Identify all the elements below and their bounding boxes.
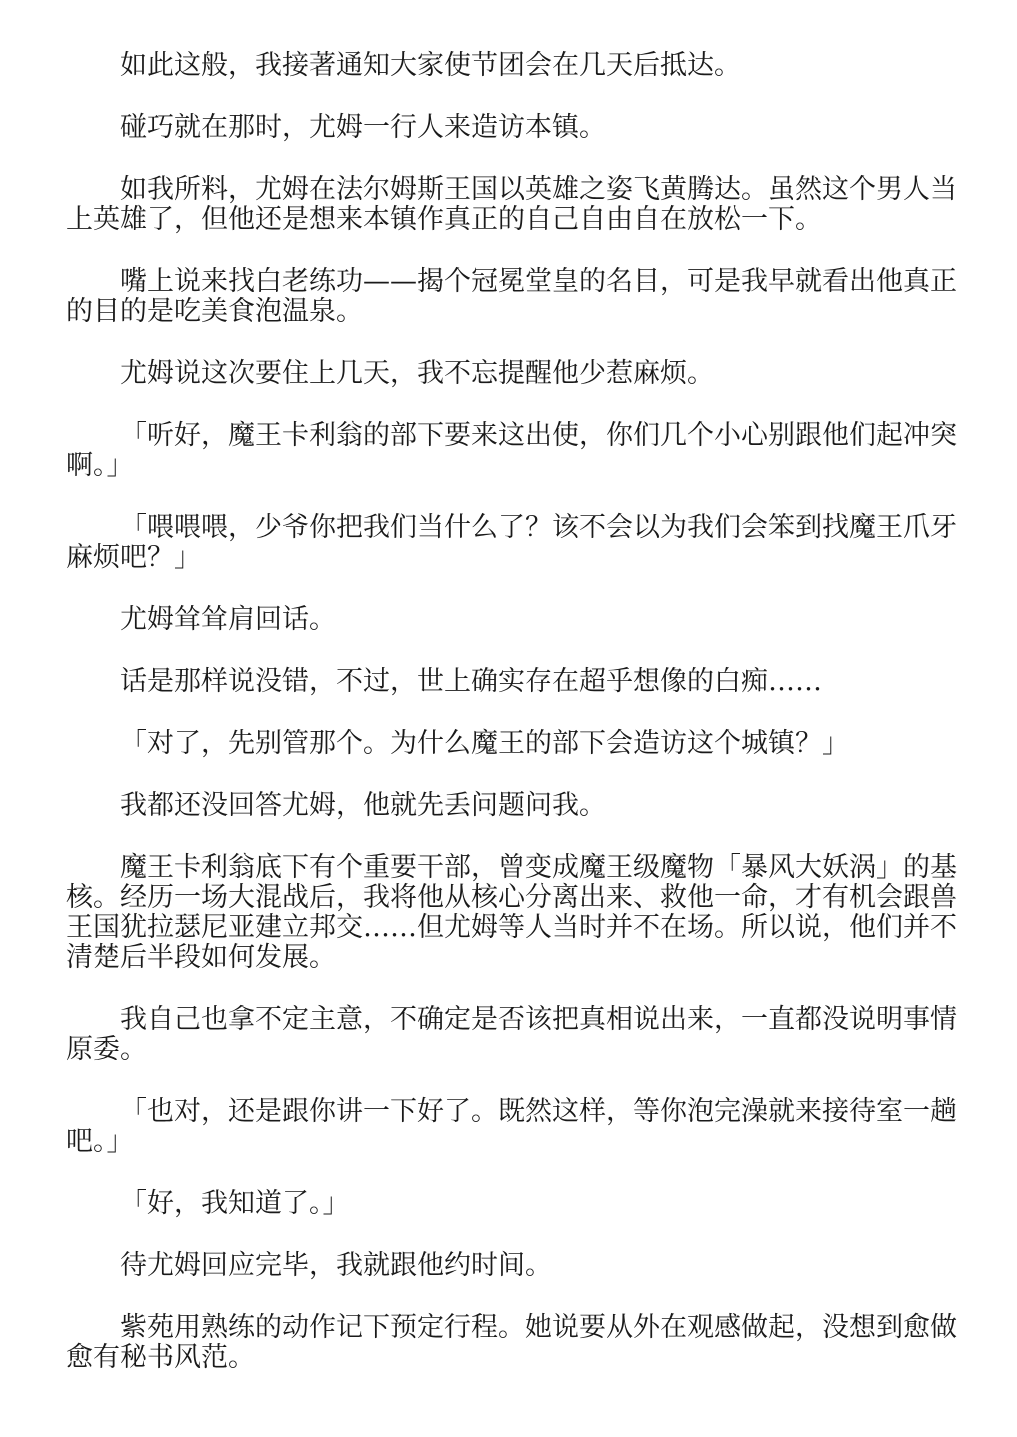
paragraph-7: 「喂喂喂，少爷你把我们当什么了？该不会以为我们会笨到找魔王爪牙麻烦吧？」 xyxy=(66,512,957,573)
paragraph-17: 紫苑用熟练的动作记下预定行程。她说要从外在观感做起，没想到愈做愈有秘书风范。 xyxy=(66,1312,957,1373)
paragraph-10: 「对了，先别管那个。为什么魔王的部下会造访这个城镇？」 xyxy=(120,728,849,759)
paragraph-3: 如我所料，尤姆在法尔姆斯王国以英雄之姿飞黄腾达。虽然这个男人当上英雄了，但他还是想来本镇作真正的自己自由自在放松一下。 xyxy=(66,174,957,235)
paragraph-15: 「好，我知道了。」 xyxy=(120,1188,350,1219)
paragraph-16: 待尤姆回应完毕，我就跟他约时间。 xyxy=(120,1250,552,1281)
paragraph-12: 魔王卡利翁底下有个重要干部，曾变成魔王级魔物「暴风大妖涡」的基核。经历一场大混战后，我将他从核心分离出来、救他一命，才有机会跟兽王国犹拉瑟尼亚建立邦交……但尤姆等人当时并不在场。所以说，他们并不清楚后半段如何发展。 xyxy=(66,852,957,973)
paragraph-14: 「也对，还是跟你讲一下好了。既然这样，等你泡完澡就来接待室一趟吧。」 xyxy=(66,1096,957,1157)
paragraph-9: 话是那样说没错，不过，世上确实存在超乎想像的白痴…… xyxy=(120,666,822,697)
paragraph-2: 碰巧就在那时，尤姆一行人来造访本镇。 xyxy=(120,112,606,143)
paragraph-13: 我自己也拿不定主意，不确定是否该把真相说出来，一直都没说明事情原委。 xyxy=(66,1004,957,1065)
paragraph-6: 「听好，魔王卡利翁的部下要来这出使，你们几个小心别跟他们起冲突啊。」 xyxy=(66,420,957,481)
paragraph-1: 如此这般，我接著通知大家使节团会在几天后抵达。 xyxy=(120,50,741,81)
paragraph-5: 尤姆说这次要住上几天，我不忘提醒他少惹麻烦。 xyxy=(120,358,714,389)
paragraph-8: 尤姆耸耸肩回话。 xyxy=(120,604,336,635)
paragraph-4: 嘴上说来找白老练功——揭个冠冕堂皇的名目，可是我早就看出他真正的目的是吃美食泡温泉。 xyxy=(66,266,957,327)
paragraph-11: 我都还没回答尤姆，他就先丢问题问我。 xyxy=(120,790,606,821)
